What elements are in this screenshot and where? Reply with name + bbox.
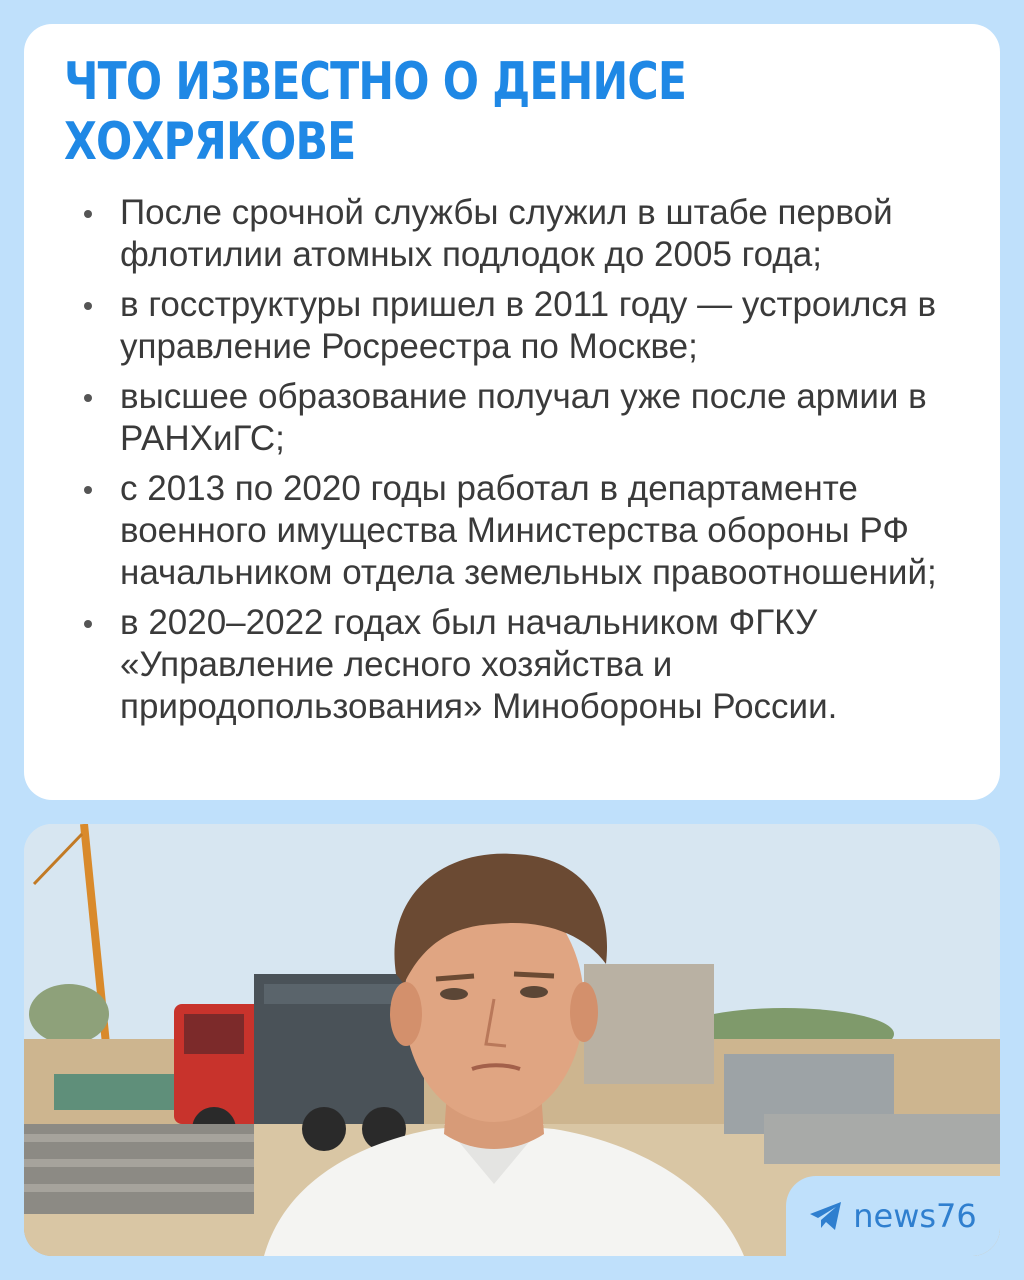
- fact-item: в 2020–2022 годах был начальником ФГКУ «Управление лесного хозяйства и природопользования» Минобороны России.: [64, 602, 960, 728]
- source-badge: [786, 1176, 1000, 1256]
- fact-item: После срочной службы служил в штабе первой флотилии атомных подлодок до 2005 года;: [64, 192, 960, 276]
- fact-item: в госструктуры пришел в 2011 году — устроился в управление Росреестра по Москве;: [64, 284, 960, 368]
- portrait-photo: [24, 824, 1000, 1256]
- fact-item: высшее образование получал уже после армии в РАНХиГС;: [64, 376, 960, 460]
- fact-item: с 2013 по 2020 годы работал в департаменте военного имущества Министерства обороны РФ начальником отдела земельных правоотношений;: [64, 468, 960, 594]
- card-title: ЧТО ИЗВЕСТНО О ДЕНИСЕ ХОХРЯКОВЕ: [64, 52, 687, 172]
- telegram-icon: [809, 1201, 843, 1231]
- info-card: [24, 24, 1000, 800]
- source-label: news76: [853, 1197, 977, 1235]
- facts-list: [64, 192, 960, 728]
